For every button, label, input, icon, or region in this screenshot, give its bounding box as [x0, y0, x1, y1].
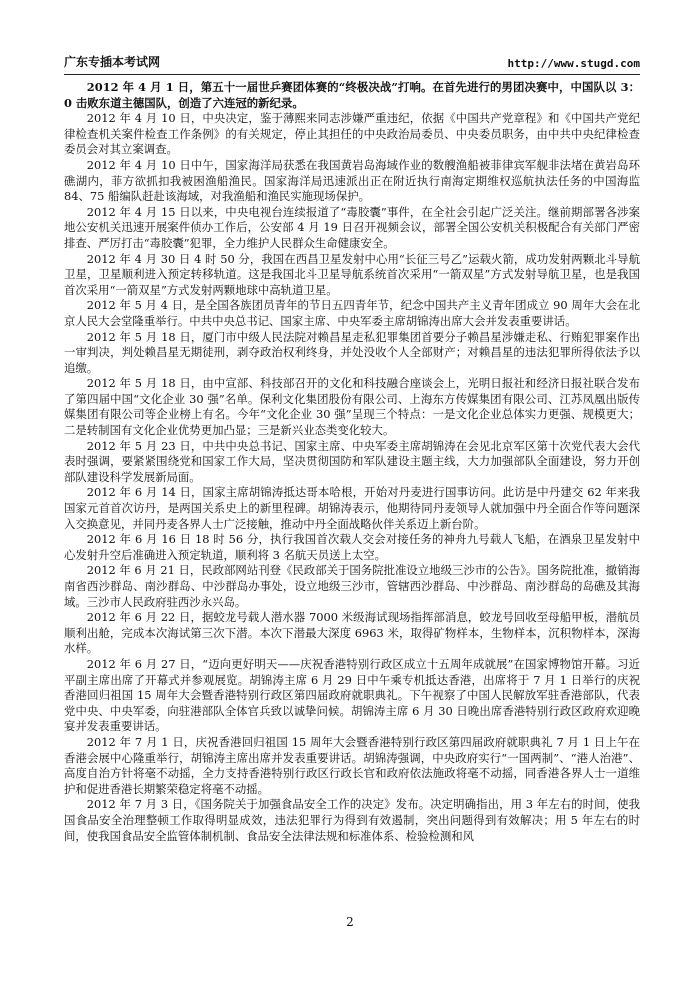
page-number: 2 [346, 915, 354, 929]
document-body [64, 80, 640, 844]
paragraph-text: 2012 年 7 月 3 日，《国务院关于加强食品安全工作的决定》发布。决定明确指出，用 3 年左右的时间，使我国食品安全治理整顿工作取得明显成效，违法犯罪行为得到有效遏制，突出问题得到有效解决；用 5 年左右的时间，使我国食品安全监管体制机制、食品安全法律法规和标准体系、检验检测和风 [64, 797, 640, 843]
paragraph [64, 205, 640, 252]
paragraph-text: 2012 年 4 月 10 日，中央决定，鉴于薄熙来同志涉嫌严重违纪，依据《中国共产党章程》和《中国共产党纪律检查机关案件检查工作条例》的有关规定，停止其担任的中央政治局委员、中央委员职务，由中共中央纪律检查委员会对其立案调查。 [64, 111, 640, 157]
paragraph-text: 2012 年 4 月 15 日以来，中央电视台连续报道了“毒胶囊”事件，在全社会引起广泛关注。继前期部署各涉案地公安机关迅速开展案件侦办工作后，公安部 4 月 19 日召开视频会议，部署全国公安机关积极配合有关部门严密排查、严厉打击“毒胶囊”犯罪，全力维护人民群众生命健康安全。 [64, 204, 640, 250]
paragraph [64, 735, 640, 797]
paragraph-text: 2012 年 6 月 21 日，民政部网站刊登《民政部关于国务院批准设立地级三沙市的公告》。国务院批准，撤销海南省西沙群岛、南沙群岛、中沙群岛办事处，设立地级三沙市，管辖西沙群岛、中沙群岛、南沙群岛的岛礁及其海域。三沙市人民政府驻西沙永兴岛。 [64, 563, 640, 609]
paragraph [64, 252, 640, 299]
paragraph [64, 330, 640, 377]
paragraph [64, 797, 640, 844]
paragraph [64, 485, 640, 532]
paragraph-text: 2012 年 5 月 4 日，是全国各族团员青年的节日五四青年节，纪念中国共产主义青年团成立 90 周年大会在北京人民大会堂隆重举行。中共中央总书记、国家主席、中央军委主席胡锦涛出席大会并发表重要讲话。 [64, 298, 640, 328]
paragraph-text: 2012 年 6 月 22 日，据蛟龙号载人潜水器 7000 米级海试现场指挥部消息，蛟龙号回收至母船甲板，潜航员顺利出舱，完成本次海试第三次下潜。本次下潜最大深度 6963 米，取得矿物样本，生物样本，沉积物样本，深海水样。 [64, 610, 640, 656]
paragraph [64, 111, 640, 158]
paragraph [64, 563, 640, 610]
paragraph [64, 376, 640, 438]
paragraph-text: 2012 年 5 月 18 日，由中宣部、科技部召开的文化和科技融合座谈会上，光明日报社和经济日报社联合发布了第四届中国“文化企业 30 强”名单。保利文化集团股份有限公司、上海东方传媒集团有限公司、江苏凤凰出版传媒集团有限公司等企业榜上有名。今年“文化企业 30 强”呈现三个特点：一是文化企业总体实力更强、规模更大；二是转制国有文化企业优势更加凸显；三是新兴业态类变化较大。 [64, 376, 640, 438]
site-url[interactable]: http://www.stugd.com [507, 57, 640, 70]
paragraph [64, 439, 640, 486]
paragraph [64, 610, 640, 657]
paragraph-text: 2012 年 6 月 16 日 18 时 56 分，执行我国首次载人交会对接任务的神舟九号载人飞船，在酒泉卫星发射中心发射升空后准确进入预定轨道，顺利将 3 名航天员送上太空。 [64, 532, 640, 562]
paragraph-text: 2012 年 5 月 18 日，厦门市中级人民法院对赖昌星走私犯罪集团首要分子赖昌星涉嫌走私、行贿犯罪案作出一审判决，判处赖昌星无期徒刑，剥夺政治权利终身，并处没收个人全部财产；对赖昌星的违法犯罪所得依法予以追缴。 [64, 329, 640, 375]
page-header [64, 52, 640, 75]
paragraph [64, 532, 640, 563]
paragraph-text: 2012 年 6 月 14 日，国家主席胡锦涛抵达哥本哈根，开始对丹麦进行国事访问。此访是中丹建交 62 年来我国家元首首次访丹，是两国关系史上的新里程碑。胡锦涛表示，他期待同丹麦领导人就加强中丹全面合作等问题深入交换意见，并同丹麦各界人士广泛接触，推动中丹全面战略伙伴关系迈上新台阶。 [64, 485, 640, 531]
paragraph [64, 80, 640, 111]
paragraph [64, 657, 640, 735]
paragraph-text: 2012 年 7 月 1 日，庆祝香港回归祖国 15 周年大会暨香港特别行政区第四届政府就职典礼 7 月 1 日上午在香港会展中心隆重举行，胡锦涛主席出席并发表重要讲话。胡锦涛强调，中央政府实行“一国两制”、“港人治港”、高度自治方针将毫不动摇，全力支持香港特别行政区行政长官和政府依法施政将毫不动摇，同香港各界人士一道维护和促进香港长期繁荣稳定将毫不动摇。 [64, 734, 640, 796]
paragraph-text: 2012 年 6 月 27 日，“迈向更好明天——庆祝香港特别行政区成立十五周年成就展”在国家博物馆开幕。习近平副主席出席了开幕式并参观展览。胡锦涛主席 6 月 29 日中午乘专机抵达香港，出席将于 7 月 1 日举行的庆祝香港回归祖国 15 周年大会暨香港特别行政区第四届政府就职典礼。下午视察了中国人民解放军驻香港部队，代表党中央、中央军委，向驻港部队全体官兵致以诚挚问候。胡锦涛主席 6 月 30 日晚出席香港特别行政区政府欢迎晚宴并发表重要讲话。 [64, 656, 640, 734]
paragraph [64, 298, 640, 329]
paragraph [64, 158, 640, 205]
site-name: 广东专插本考试网 [64, 55, 161, 69]
paragraph-text: 2012 年 4 月 30 日 4 时 50 分，我国在西昌卫星发射中心用“长征三号乙”运载火箭，成功发射两颗北斗导航卫星，卫星顺利进入预定转移轨道。这是我国北斗卫星导航系统首次采用“一箭双星”方式发射导航卫星，也是我国首次采用“一箭双星”方式发射两颗地球中高轨道卫星。 [64, 251, 640, 297]
paragraph-text: 2012 年 5 月 23 日，中共中央总书记、国家主席、中央军委主席胡锦涛在会见北京军区第十次党代表大会代表时强调，要紧紧围绕党和国家工作大局，坚决贯彻国防和军队建设主题主线，大力加强部队全面建设，努力开创部队建设科学发展新局面。 [64, 438, 640, 484]
paragraph-lead: 2012 年 4 月 1 日，第五十一届世乒赛团体赛的“终极决战”打响。在首先进行的男团决赛中，中国队以 3：0 击败东道主德国队，创造了六连冠的新纪录。 [64, 80, 640, 110]
paragraph-text: 2012 年 4 月 10 日中午，国家海洋局获悉在我国黄岩岛海域作业的数艘渔船被菲律宾军舰非法堵在黄岩岛环礁湖内，菲方欲抓扣我被困渔船渔民。国家海洋局迅速派出正在附近执行南海定期维权巡航执法任务的中国海监 84、75 船编队赶赴该海域，对我渔船和渔民实施现场保护。 [64, 157, 640, 204]
